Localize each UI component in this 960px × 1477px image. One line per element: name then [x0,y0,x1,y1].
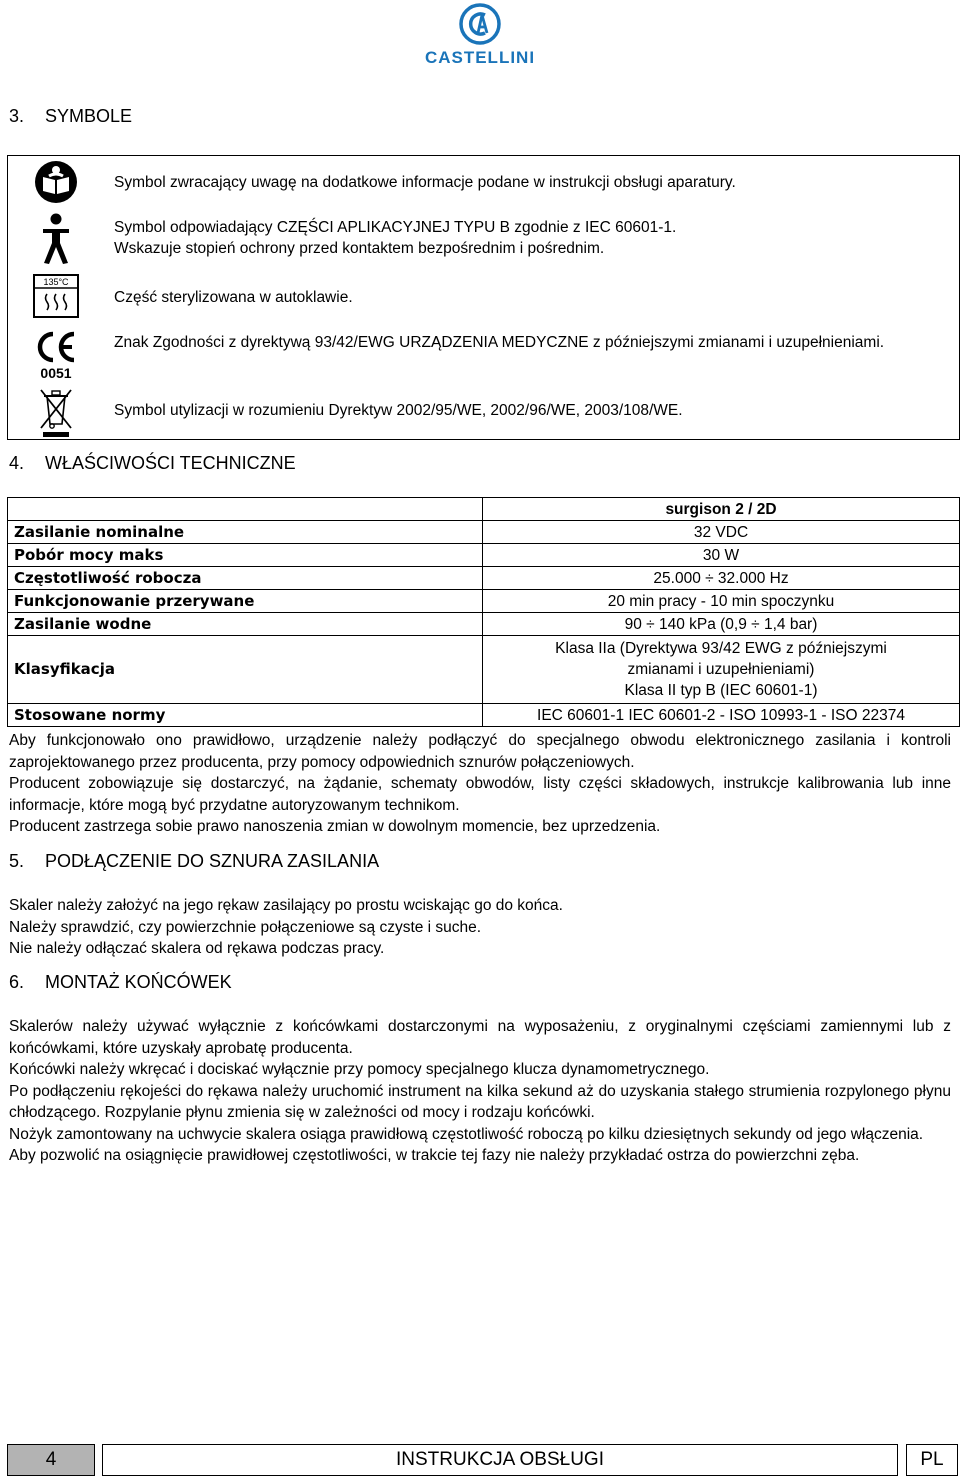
class-value-line: zmianami i uzupełnieniami) [627,661,815,678]
section-title-symbols: 3. SYMBOLE [9,106,133,126]
manual-icon [30,160,82,204]
ce-mark-icon [30,330,82,380]
brand-name: CASTELLINI [424,48,536,67]
symbols-table [7,155,960,440]
footer-language: PL [906,1444,958,1476]
footer-page-number: 4 [7,1444,95,1476]
table-row: Pobór mocy maks 30 W [8,544,960,567]
table-row: Zasilanie nominalne 32 VDC [8,521,960,544]
type-b-person-icon [30,213,82,265]
table-row: Funkcjonowanie przerywane 20 min pracy - 10 min spoczynku [8,590,960,613]
symbol-text: Symbol zwracający uwagę na dodatkowe informacje podane w instrukcji obsługi aparatury. [114,174,736,191]
footer-title: INSTRUKCJA OBSŁUGI [102,1444,898,1476]
tips-instructions: Skalerów należy używać wyłącznie z końcówkami dostarczonymi na wyposażeniu, z oryginalnymi częściami zamiennymi lub z końcówkami, które uzyskały aprobatę producenta. Końcówki należy wkręcać i dociskać wyłącznie przy pomocy specjalnego klucza dynamometrycznego. Po podłączeniu rękojeści do rękawa należy uruchomić instrument na kilka sekund aż do uzyskania stałego strumienia rozpylonego płynu chłodzącego. Rozpylanie płynu zmienia się w zależności od mocy i rodzaju końcówki. Nożyk zamontowany na uchwycie skalera osiąga prawidłową częstotliwość roboczą po kilku dziesiętnych sekundy od jego włączenia. Aby pozwolić na osiągnięcie prawidłowej częstotliwości, w trakcie tej fazy nie należy przykładać ostrza do powierzchni zęba. [9,1018,951,1164]
spec-model: surgison 2 / 2D [483,498,960,521]
table-row: Zasilanie wodne 90 ÷ 140 kPa (0,9 ÷ 1,4 bar) [8,613,960,636]
symbol-text: Znak Zgodności z dyrektywą 93/42/EWG URZĄDZENIA MEDYCZNE z późniejszymi zmianami i uzupełnieniami. [114,334,885,351]
section-title-tips: 6. MONTAŻ KOŃCÓWEK [9,972,232,992]
table-row: Częstotliwość robocza 25.000 ÷ 32.000 Hz [8,567,960,590]
symbol-text: Część sterylizowana w autoklawie. [114,289,353,306]
castellini-emblem-icon [458,2,502,46]
castellini-logo [410,2,550,74]
symbol-text: Symbol odpowiadający CZĘŚCI APLIKACYJNEJ TYPU B zgodnie z IEC 60601-1. [114,219,677,236]
autoclave-icon [30,274,82,318]
spec-table [7,497,960,727]
section-title-cord: 5. PODŁĄCZENIE DO SZNURA ZASILANIA [9,851,380,871]
table-row: Klasyfikacja Klasa IIa (Dyrektywa 93/42 EWG z późniejszymi zmianami i uzupełnieniami) Klasa II typ B (IEC 60601-1) [8,636,960,704]
symbol-text: Symbol utylizacji w rozumieniu Dyrektyw 2002/95/WE, 2002/96/WE, 2003/108/WE. [114,402,683,419]
autoclave-temp-label: 135°C [43,277,69,287]
weee-bin-icon [30,386,82,438]
ce-number-label: 0051 [40,365,72,380]
class-value-line: Klasa II typ B (IEC 60601-1) [624,682,818,699]
symbol-text-2: Wskazuje stopień ochrony przed kontaktem bezpośrednim i pośrednim. [114,240,605,257]
cord-instructions: Skaler należy założyć na jego rękaw zasilający po prostu wciskając go do końca. Należy sprawdzić, czy powierzchnie połączeniowe są czyste i suche. Nie należy odłączać skalera od rękawa podczas pracy. [9,897,563,957]
tech-notes: Aby funkcjonowało ono prawidłowo, urządzenie należy podłączyć do specjalnego obwodu elektronicznego zasilania i kontroli zaprojektowanego przez producenta, przy pomocy odpowiednich sznurów połączeniowych. Producent zobowiązuje się dostarczyć, na żądanie, schematy obwodów, listy części składowych, instrukcje kalibrowania lub inne informacje, które mogą być przydatne autoryzowanym technikom. Producent zastrzega sobie prawo nanoszenia zmian w dowolnym momencie, bez uprzedzenia. [9,732,951,835]
table-row: Stosowane normy IEC 60601-1 IEC 60601-2 - ISO 10993-1 - ISO 22374 [8,704,960,727]
class-value-line: Klasa IIa (Dyrektywa 93/42 EWG z późniejszymi [555,640,887,657]
section-title-tech: 4. WŁAŚCIWOŚCI TECHNICZNE [9,453,296,473]
